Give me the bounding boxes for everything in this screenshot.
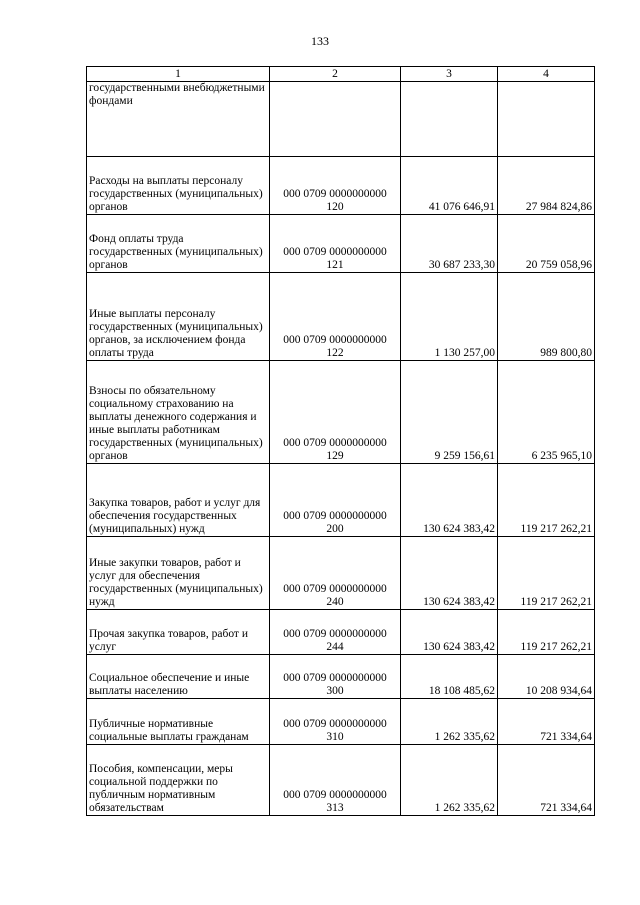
page-number: 133 — [311, 34, 329, 48]
code-line-2: 120 — [326, 201, 344, 213]
row-value-col3: 130 624 383,42 — [401, 610, 498, 655]
table-row — [87, 273, 595, 361]
column-header-4: 4 — [498, 67, 595, 82]
row-name: Иные закупки товаров, работ и услуг для обеспечения государственных (муниципальных) нужд — [87, 537, 270, 610]
table-row — [87, 157, 595, 215]
row-value-col4: 119 217 262,21 — [498, 610, 595, 655]
row-code — [270, 699, 401, 745]
code-line-2: 121 — [326, 259, 344, 271]
code-line-1: 000 0709 0000000000 — [283, 437, 387, 449]
row-value-col3: 130 624 383,42 — [401, 537, 498, 610]
table-row — [87, 699, 595, 745]
code-line-2: 129 — [326, 450, 344, 462]
row-code — [270, 361, 401, 464]
row-value-col3: 41 076 646,91 — [401, 157, 498, 215]
code-line-2: 244 — [326, 641, 344, 653]
code-line-1: 000 0709 0000000000 — [283, 672, 387, 684]
table-row — [87, 464, 595, 537]
row-code — [270, 157, 401, 215]
row-code — [270, 655, 401, 699]
column-header-1: 1 — [87, 67, 270, 82]
code-line-1: 000 0709 0000000000 — [283, 789, 387, 801]
table-row — [87, 745, 595, 816]
row-name: Пособия, компенсации, меры социальной поддержки по публичным нормативным обязательствам — [87, 745, 270, 816]
row-value-col4: 989 800,80 — [498, 273, 595, 361]
code-line-1: 000 0709 0000000000 — [283, 583, 387, 595]
row-code — [270, 82, 401, 157]
row-name: Расходы на выплаты персоналу государственных (муниципальных) органов — [87, 157, 270, 215]
code-line-1: 000 0709 0000000000 — [283, 628, 387, 640]
code-line-1: 000 0709 0000000000 — [283, 510, 387, 522]
row-code — [270, 273, 401, 361]
column-header-2: 2 — [270, 67, 401, 82]
budget-table — [86, 66, 595, 816]
row-code — [270, 215, 401, 273]
code-line-1: 000 0709 0000000000 — [283, 718, 387, 730]
row-value-col4: 119 217 262,21 — [498, 464, 595, 537]
row-code — [270, 610, 401, 655]
code-line-2: 122 — [326, 347, 344, 359]
row-value-col3: 1 262 335,62 — [401, 745, 498, 816]
row-value-col4: 119 217 262,21 — [498, 537, 595, 610]
table-row — [87, 610, 595, 655]
code-line-2: 310 — [326, 731, 344, 743]
code-line-1: 000 0709 0000000000 — [283, 334, 387, 346]
row-value-col4: 20 759 058,96 — [498, 215, 595, 273]
table-row — [87, 655, 595, 699]
code-line-2: 300 — [326, 685, 344, 697]
table-row — [87, 215, 595, 273]
row-code — [270, 537, 401, 610]
row-code — [270, 745, 401, 816]
row-value-col4: 721 334,64 — [498, 699, 595, 745]
row-name: Иные выплаты персоналу государственных (муниципальных) органов, за исключением фонда оплаты труда — [87, 273, 270, 361]
table-row — [87, 537, 595, 610]
row-name: Фонд оплаты труда государственных (муниципальных) органов — [87, 215, 270, 273]
row-value-col3: 130 624 383,42 — [401, 464, 498, 537]
row-value-col3: 1 262 335,62 — [401, 699, 498, 745]
row-value-col4: 721 334,64 — [498, 745, 595, 816]
row-name: Социальное обеспечение и иные выплаты населению — [87, 655, 270, 699]
row-value-col3: 30 687 233,30 — [401, 215, 498, 273]
table-row — [87, 361, 595, 464]
column-header-3: 3 — [401, 67, 498, 82]
row-value-col4: 10 208 934,64 — [498, 655, 595, 699]
code-line-2: 240 — [326, 596, 344, 608]
table-row — [87, 82, 595, 157]
row-value-col4: 6 235 965,10 — [498, 361, 595, 464]
row-value-col3: 9 259 156,61 — [401, 361, 498, 464]
code-line-2: 313 — [326, 802, 344, 814]
row-code — [270, 464, 401, 537]
row-name: государственными внебюджетными фондами — [87, 82, 270, 157]
row-name: Публичные нормативные социальные выплаты гражданам — [87, 699, 270, 745]
row-name: Прочая закупка товаров, работ и услуг — [87, 610, 270, 655]
row-value-col3: 1 130 257,00 — [401, 273, 498, 361]
table-header-row — [87, 67, 595, 82]
row-name: Закупка товаров, работ и услуг для обеспечения государственных (муниципальных) нужд — [87, 464, 270, 537]
code-line-2: 200 — [326, 523, 344, 535]
row-value-col3 — [401, 82, 498, 157]
row-name: Взносы по обязательному социальному страхованию на выплаты денежного содержания и иные выплаты работникам государственных (муниципальных) органов — [87, 361, 270, 464]
row-value-col4: 27 984 824,86 — [498, 157, 595, 215]
row-value-col3: 18 108 485,62 — [401, 655, 498, 699]
row-value-col4 — [498, 82, 595, 157]
code-line-1: 000 0709 0000000000 — [283, 188, 387, 200]
code-line-1: 000 0709 0000000000 — [283, 246, 387, 258]
